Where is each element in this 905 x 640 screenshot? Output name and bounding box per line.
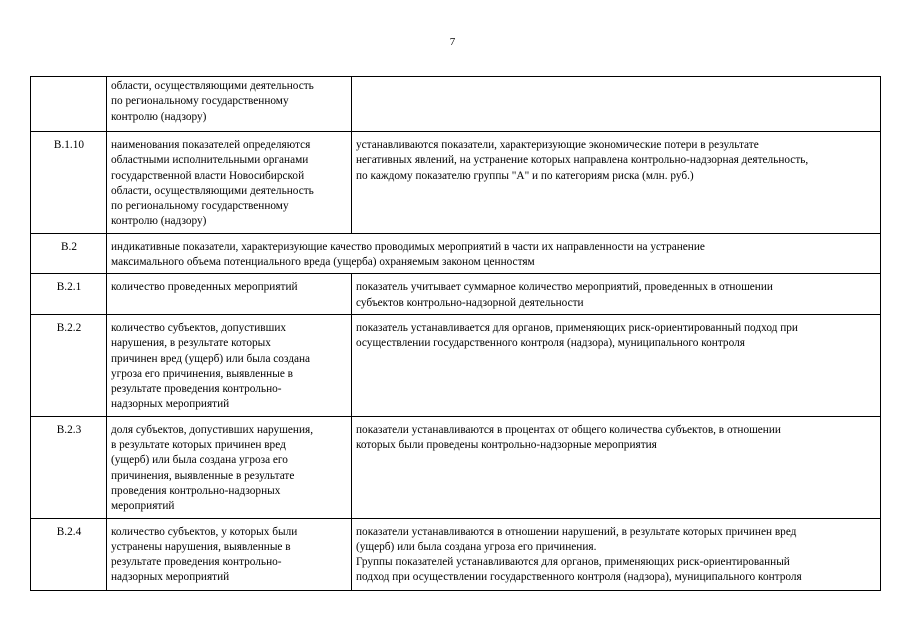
row-code: В.1.10	[31, 132, 107, 234]
row-description-line: устанавливаются показатели, характеризующие экономические потери в результате	[356, 139, 759, 151]
row-name-line: надзорных мероприятий	[111, 398, 230, 411]
row-description-line: негативных явлений, на устранение которых направлена контрольно-надзорная деятельность,	[356, 154, 809, 167]
row-description-line: которых были проведены контрольно-надзорные мероприятия	[356, 439, 657, 452]
row-name-line: по региональному государственному	[111, 95, 289, 108]
row-name-line: областными исполнительными органами	[111, 154, 309, 167]
row-group-description-line: максимального объема потенциального вреда (ущерба) охраняемым законом ценностям	[111, 256, 535, 269]
row-name-line: области, осуществляющими деятельность	[111, 80, 314, 92]
row-name-line: проведения контрольно-надзорных	[111, 484, 281, 497]
row-description-line: подход при осуществлении государственного контроля (надзора), муниципального контроля	[356, 571, 802, 584]
row-code	[31, 77, 107, 132]
row-name-line: нарушения, в результате которых	[111, 337, 271, 350]
row-name-line: причинен вред (ущерб) или была создана	[111, 352, 311, 365]
row-name	[107, 314, 352, 416]
row-name-line: количество проведенных мероприятий	[111, 281, 298, 294]
row-name-line: причинения, выявленные в результате	[111, 469, 295, 482]
row-name-line: области, осуществляющими деятельность	[111, 184, 314, 197]
row-code: В.2.1	[31, 274, 107, 315]
row-name-line: результате проведения контрольно-	[111, 556, 282, 569]
table-row	[31, 314, 881, 416]
row-name-line: наименования показателей определяются	[111, 139, 311, 151]
row-description	[352, 518, 881, 590]
row-name-line: угроза его причинения, выявленные в	[111, 367, 293, 380]
table-row	[31, 274, 881, 315]
row-name	[107, 77, 352, 132]
table-row	[31, 518, 881, 590]
row-code: В.2.2	[31, 314, 107, 416]
row-description	[352, 416, 881, 518]
row-description-line: осуществлении государственного контроля (надзора), муниципального контроля	[356, 337, 745, 350]
row-description-line: (ущерб) или была создана угроза его причинения.	[356, 540, 597, 553]
row-description-line: Группы показателей устанавливаются для органов, применяющих риск-ориентированный	[356, 556, 790, 569]
table-row	[31, 233, 881, 274]
table-row	[31, 77, 881, 132]
row-description-line: по каждому показателю группы "А" и по категориям риска (млн. руб.)	[356, 169, 694, 182]
row-name-line: доля субъектов, допустивших нарушения,	[111, 423, 314, 436]
row-description-line: показатель устанавливается для органов, применяющих риск-ориентированный подход при	[356, 321, 798, 334]
row-code: В.2.4	[31, 518, 107, 590]
row-name-line: в результате которых причинен вред	[111, 439, 286, 452]
row-group-description-line: индикативные показатели, характеризующие качество проводимых мероприятий в части их направленности на устранение	[111, 240, 705, 253]
row-code: В.2.3	[31, 416, 107, 518]
row-description-line: показатель учитывает суммарное количество мероприятий, проведенных в отношении	[356, 281, 773, 294]
row-name-line: устранены нарушения, выявленные в	[111, 540, 291, 553]
indicators-table-body	[31, 77, 881, 591]
row-description-line: показатели устанавливаются в отношении нарушений, в результате которых причинен вред	[356, 525, 797, 538]
row-name-line: количество субъектов, у которых были	[111, 525, 298, 538]
row-name	[107, 274, 352, 315]
indicators-table	[30, 76, 881, 591]
row-name-line: надзорных мероприятий	[111, 571, 230, 584]
row-name	[107, 518, 352, 590]
row-group-description	[107, 233, 881, 274]
row-name-line: государственной власти Новосибирской	[111, 169, 305, 182]
row-name	[107, 416, 352, 518]
row-description	[352, 274, 881, 315]
row-name-line: результате проведения контрольно-	[111, 383, 282, 396]
row-description	[352, 77, 881, 132]
table-row	[31, 416, 881, 518]
row-name	[107, 132, 352, 234]
row-name-line: мероприятий	[111, 500, 175, 513]
table-row	[31, 132, 881, 234]
row-name-line: по региональному государственному	[111, 200, 289, 213]
row-name-line: (ущерб) или была создана угроза его	[111, 454, 288, 467]
row-description-line: субъектов контрольно-надзорной деятельности	[356, 296, 584, 309]
row-name-line: контролю (надзору)	[111, 215, 207, 228]
row-description-line: показатели устанавливаются в процентах от общего количества субъектов, в отношении	[356, 423, 781, 436]
row-description	[352, 314, 881, 416]
row-name-line: контролю (надзору)	[111, 110, 207, 123]
row-description	[352, 132, 881, 234]
row-name-line: количество субъектов, допустивших	[111, 321, 287, 334]
row-code: В.2	[31, 233, 107, 274]
page-number: 7	[449, 36, 456, 48]
